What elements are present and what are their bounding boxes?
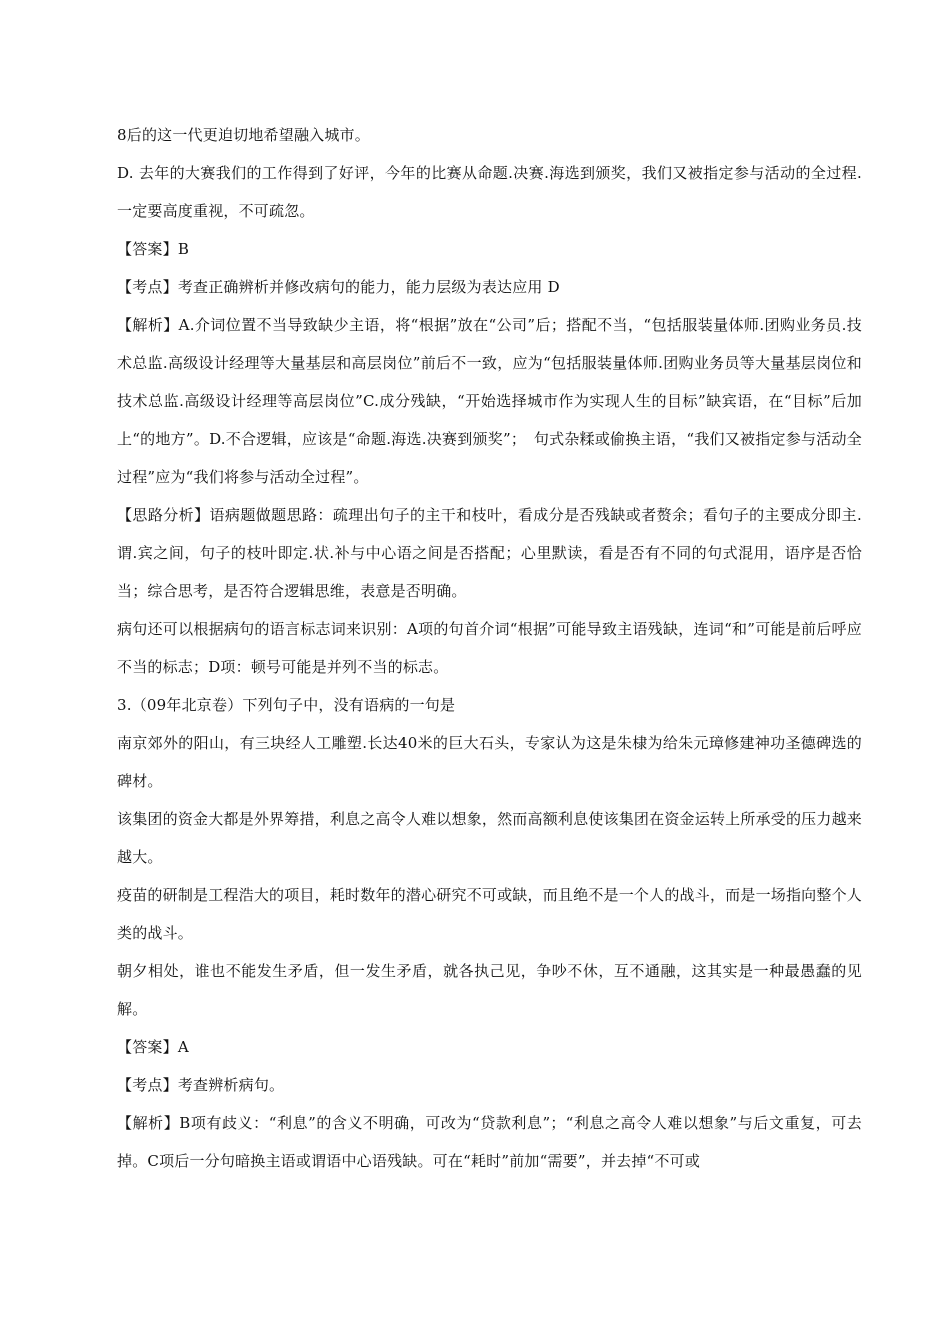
test-point-tag: 【考点】 (117, 278, 178, 296)
analysis-text: B项有歧义：“利息”的含义不明确，可改为“贷款利息”；“利息之高令人难以想象”与后文重复，可去掉。C项后一分句暗换主语或谓语中心语残缺。可在“耗时”前加“需要”，并去掉“不可或 (117, 1114, 862, 1170)
analysis-paragraph (117, 306, 862, 496)
document-page (117, 116, 862, 1180)
answer-value: A (177, 1038, 189, 1056)
paragraph-text: 8后的这一代更迫切地希望融入城市。 (117, 126, 370, 144)
test-point-text: 考查正确辨析并修改病句的能力，能力层级为表达应用 D (177, 278, 560, 296)
test-point-line (117, 1066, 862, 1104)
option-a (117, 724, 862, 800)
option-text: 疫苗的研制是工程浩大的项目，耗时数年的潜心研究不可或缺，而且绝不是一个人的战斗，而是一场指向整个人类的战斗。 (117, 886, 862, 942)
option-b (117, 800, 862, 876)
paragraph-continuation (117, 116, 862, 154)
marker-words-paragraph (117, 610, 862, 686)
paragraph-text: D. 去年的大赛我们的工作得到了好评，今年的比赛从命题.决赛.海选到颁奖，我们又被指定参与活动的全过程.一定要高度重视，不可疏忽。 (117, 164, 862, 220)
answer-value: B (177, 240, 190, 258)
test-point-line (117, 268, 862, 306)
thinking-analysis-tag: 【思路分析】 (117, 506, 210, 524)
analysis-paragraph (117, 1104, 862, 1180)
answer-line (117, 230, 862, 268)
option-c (117, 876, 862, 952)
option-text: 南京郊外的阳山，有三块经人工雕塑.长达40米的巨大石头，专家认为这是朱棣为给朱元璋修建神功圣德碑选的碑材。 (117, 734, 862, 790)
answer-tag: 【答案】 (117, 1038, 178, 1056)
answer-tag: 【答案】 (117, 240, 178, 258)
thinking-analysis-text: 语病题做题思路：疏理出句子的主干和枝叶，看成分是否残缺或者赘余；看句子的主要成分即主.谓.宾之间，句子的枝叶即定.状.补与中心语之间是否搭配；心里默读，看是否有不同的句式混用，语序是否恰当；综合思考，是否符合逻辑思维，表意是否明确。 (117, 506, 863, 600)
question-3-stem (117, 686, 862, 724)
answer-line (117, 1028, 862, 1066)
option-d (117, 952, 862, 1028)
analysis-text: A.介词位置不当导致缺少主语，将“根据”放在“公司”后；搭配不当，“包括服装量体师.团购业务员.技术总监.高级设计经理等大量基层和高层岗位”前后不一致，应为“包括服装量体师.团购业务员等大量基层岗位和技术总监.高级设计经理等高层岗位”C.成分残缺，“开始选择城市作为实现人生的目标”缺宾语，在“目标”后加上“的地方”。D.不合逻辑，应该是“命题.海选.决赛到颁奖”； 句式杂糅或偷换主语，“我们又被指定参与活动全过程”应为“我们将参与活动全过程”。 (117, 316, 862, 486)
paragraph-option-d (117, 154, 862, 230)
analysis-tag: 【解析】 (117, 316, 179, 334)
paragraph-text: 病句还可以根据病句的语言标志词来识别：A项的句首介词“根据”可能导致主语残缺，连词“和”可能是前后呼应不当的标志；D项：顿号可能是并列不当的标志。 (117, 620, 862, 676)
test-point-tag: 【考点】 (117, 1076, 178, 1094)
question-text: 3.（09年北京卷）下列句子中，没有语病的一句是 (117, 696, 456, 714)
analysis-tag: 【解析】 (117, 1114, 180, 1132)
option-text: 朝夕相处，谁也不能发生矛盾，但一发生矛盾，就各执己见，争吵不休，互不通融，这其实是一种最愚蠢的见解。 (117, 962, 862, 1018)
thinking-analysis-paragraph (117, 496, 862, 610)
option-text: 该集团的资金大都是外界筹措，利息之高令人难以想象，然而高额利息使该集团在资金运转上所承受的压力越来越大。 (117, 810, 862, 866)
test-point-text: 考查辨析病句。 (177, 1076, 285, 1094)
